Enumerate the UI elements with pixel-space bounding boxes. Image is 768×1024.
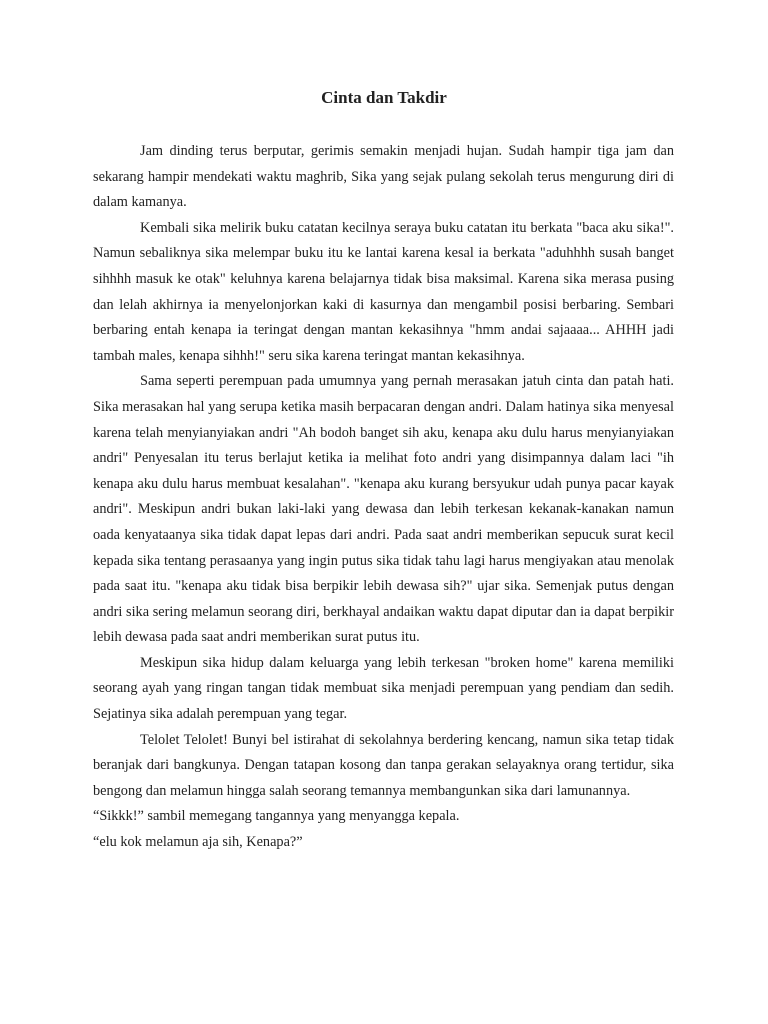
paragraph: Telolet Telolet! Bunyi bel istirahat di sekolahnya berdering kencang, namun sika tetap tidak beranjak dari bangkunya. Dengan tatapan kosong dan tanpa gerakan selayaknya orang tertidur, sika bengong dan melamun hingga salah seorang temannya membangunkan sika dari lamunannya. [93, 731, 674, 799]
paragraph: Meskipun sika hidup dalam keluarga yang lebih terkesan "broken home" karena memiliki seorang ayah yang ringan tangan tidak membuat sika menjadi perempuan yang pendiam dan sedih. Sejatinya sika adalah perempuan yang tegar. [93, 654, 674, 723]
paragraph: Kembali sika melirik buku catatan kecilnya seraya buku catatan itu berkata "baca aku sika!". Namun sebaliknya sika melempar buku itu ke lantai karena kesal ia berkata "aduhhhh susah banget sihhhh masuk ke otak" keluhnya karena belajarnya tidak bisa maksimal. Karena sika merasa pusing dan lelah akhirnya ia menyelonjorkan kaki di kasurnya dan mengambil posisi berbaring. Sembari berbaring entah kenapa ia teringat dengan mantan kekasihnya "hmm andai sajaaaa... AHHH jadi tambah males, kenapa sihhh!" seru sika karena teringat mantan kekasihnya. [93, 219, 674, 364]
document-body [93, 139, 674, 856]
dialogue-line: “Sikkk!” sambil memegang tangannya yang menyangga kepala. [93, 808, 460, 825]
paragraph: Jam dinding terus berputar, gerimis semakin menjadi hujan. Sudah hampir tiga jam dan sekarang hampir mendekati waktu maghrib, Sika yang sejak pulang sekolah terus mengurung diri di dalam kamanya. [93, 143, 674, 211]
document-title: Cinta dan Takdir [321, 88, 447, 107]
dialogue-line: “elu kok melamun aja sih, Kenapa?” [93, 834, 303, 851]
paragraph: Sama seperti perempuan pada umumnya yang pernah merasakan jatuh cinta dan patah hati. Sika merasakan hal yang serupa ketika masih berpacaran dengan andri. Dalam hatinya sika menyesal karena telah menyianyiakan andri "Ah bodoh banget sih aku, kenapa aku dulu harus menyianyiakan andri" Penyesalan itu terus berlajut ketika ia melihat foto andri yang disimpannya dalam laci "ih kenapa aku dulu harus membuat kesalahan". "kenapa aku kurang bersyukur udah punya pacar kayak andri". Meskipun andri bukan laki-laki yang dewasa dan lebih terkesan kekanak-kanakan namun oada kenyataanya sika tidak dapat lepas dari andri. Pada saat andri memberikan sepucuk surat kecil kepada sika tentang perasaanya yang ingin putus sika tidak tahu lagi harus mengiyakan atau menolak pada saat itu. "kenapa aku tidak bisa berpikir lebih dewasa sih?" ujar sika. Semenjak putus dengan andri sika sering melamun seorang diri, berkhayal andaikan waktu dapat diputar dan ia dapat berpikir lebih dewasa pada saat andri memberikan surat putus itu. [93, 373, 674, 646]
